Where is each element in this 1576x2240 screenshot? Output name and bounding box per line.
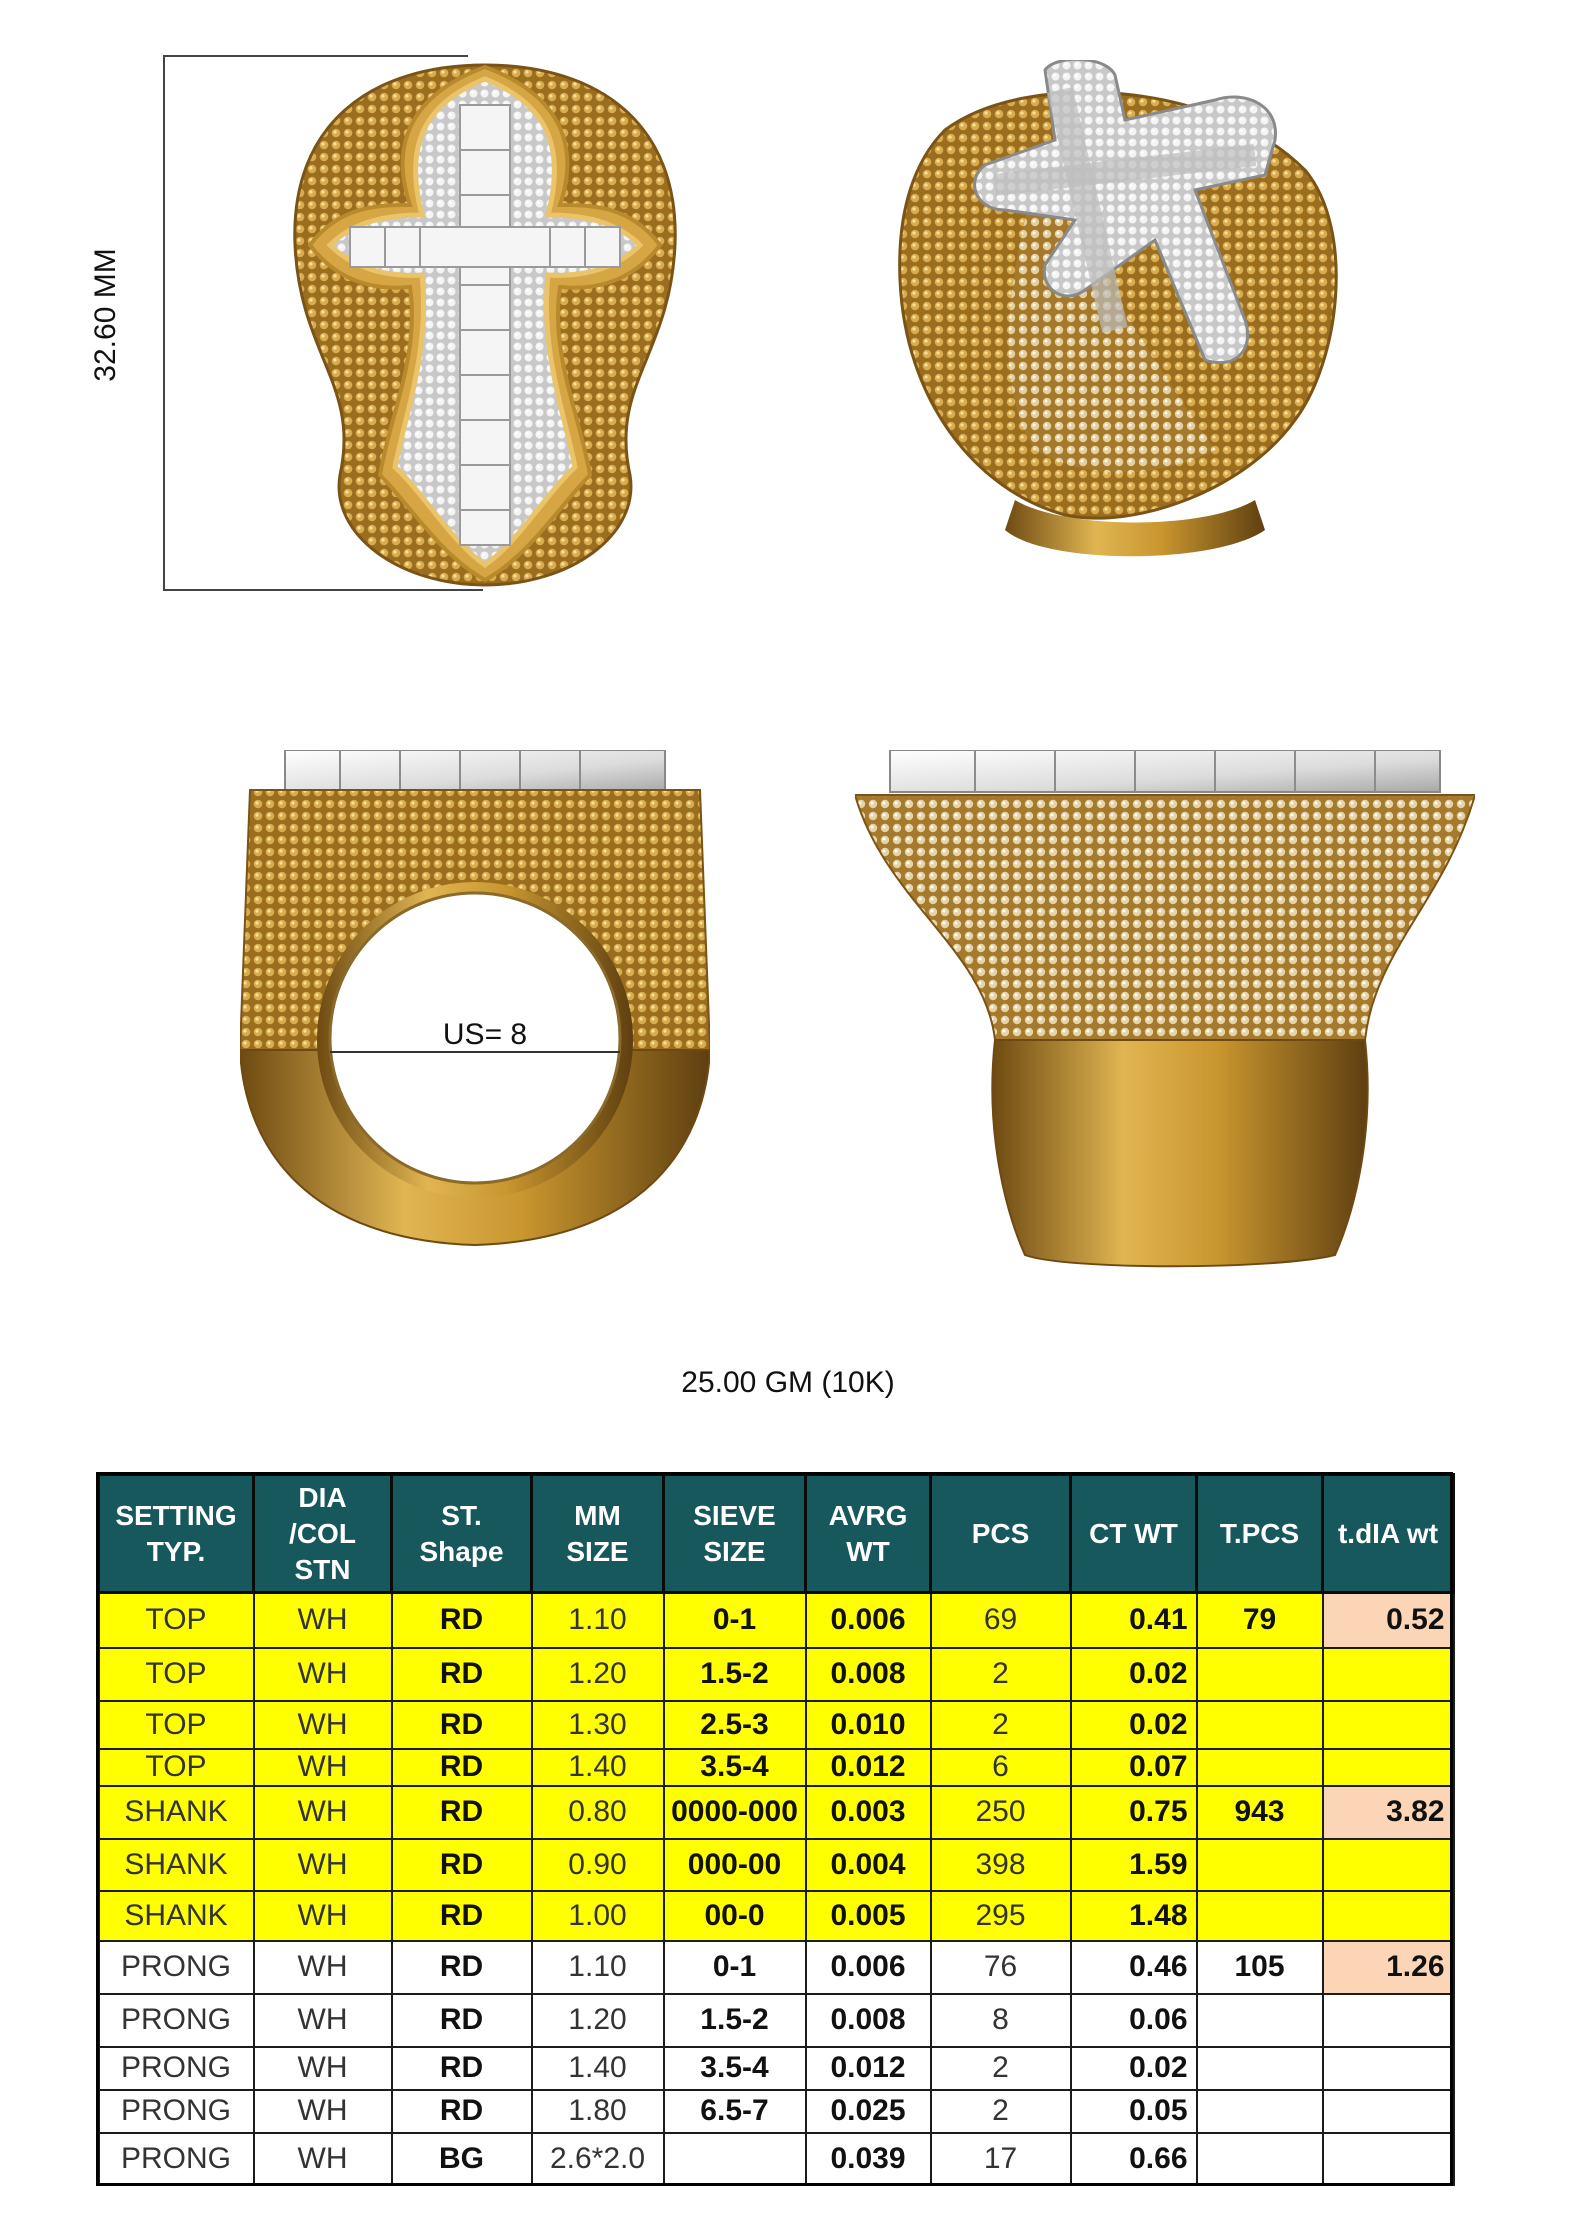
cell-carat-weight: 0.46 (1071, 1941, 1197, 1994)
header-pieces: PCS (931, 1475, 1071, 1593)
cell-sieve-size: 0-1 (664, 1941, 806, 1994)
cell-pieces: 295 (931, 1891, 1071, 1941)
cell-pieces: 6 (931, 1749, 1071, 1786)
cell-pieces: 69 (931, 1593, 1071, 1648)
cell-stone-shape: RD (392, 2090, 532, 2133)
cell-pieces: 76 (931, 1941, 1071, 1994)
header-carat-weight: CT WT (1071, 1475, 1197, 1593)
cell-mm-size: 0.80 (532, 1786, 664, 1839)
cell-pieces: 17 (931, 2133, 1071, 2185)
cell-total-pieces (1197, 1839, 1323, 1891)
table-row (99, 1941, 1454, 1994)
cell-total-diamond-weight (1323, 2133, 1454, 2185)
cell-stone-color: WH (254, 1701, 392, 1749)
cell-pieces: 2 (931, 1648, 1071, 1701)
cell-setting-type: TOP (99, 1749, 254, 1786)
cell-pieces: 2 (931, 2090, 1071, 2133)
cell-sieve-size: 3.5-4 (664, 2047, 806, 2090)
cell-setting-type: SHANK (99, 1891, 254, 1941)
cell-total-diamond-weight (1323, 1701, 1454, 1749)
cell-stone-shape: RD (392, 1839, 532, 1891)
table-row (99, 2090, 1454, 2133)
cell-carat-weight: 0.41 (1071, 1593, 1197, 1648)
table-row (99, 2047, 1454, 2090)
cell-sieve-size: 1.5-2 (664, 1994, 806, 2047)
cell-sieve-size: 2.5-3 (664, 1701, 806, 1749)
cell-mm-size: 1.40 (532, 2047, 664, 2090)
cell-stone-color: WH (254, 1648, 392, 1701)
cell-average-weight: 0.008 (806, 1994, 931, 2047)
table-header-row (99, 1475, 1454, 1593)
cell-sieve-size: 6.5-7 (664, 2090, 806, 2133)
cell-carat-weight: 0.02 (1071, 2047, 1197, 2090)
cell-average-weight: 0.006 (806, 1593, 931, 1648)
cell-mm-size: 1.10 (532, 1593, 664, 1648)
cell-stone-shape: RD (392, 1994, 532, 2047)
cell-average-weight: 0.004 (806, 1839, 931, 1891)
cell-average-weight: 0.005 (806, 1891, 931, 1941)
cell-stone-shape: RD (392, 1749, 532, 1786)
cell-pieces: 398 (931, 1839, 1071, 1891)
cell-setting-type: TOP (99, 1701, 254, 1749)
cell-stone-color: WH (254, 2090, 392, 2133)
table-row (99, 1648, 1454, 1701)
header-sieve-size: SIEVE SIZE (664, 1475, 806, 1593)
cell-total-pieces (1197, 2133, 1323, 2185)
cell-setting-type: TOP (99, 1593, 254, 1648)
cell-average-weight: 0.025 (806, 2090, 931, 2133)
cell-stone-shape: RD (392, 2047, 532, 2090)
height-dimension-label: 32.60 MM (89, 248, 122, 382)
header-stone-shape: ST. Shape (392, 1475, 532, 1593)
table-row (99, 1786, 1454, 1839)
cell-total-diamond-weight (1323, 2090, 1454, 2133)
cell-mm-size: 1.20 (532, 1994, 664, 2047)
cell-total-pieces (1197, 1891, 1323, 1941)
table-row (99, 1749, 1454, 1786)
cell-sieve-size: 0000-000 (664, 1786, 806, 1839)
cell-mm-size: 1.30 (532, 1701, 664, 1749)
cell-average-weight: 0.012 (806, 2047, 931, 2090)
cell-stone-color: WH (254, 1941, 392, 1994)
cell-stone-shape: RD (392, 1701, 532, 1749)
cell-stone-shape: RD (392, 1593, 532, 1648)
header-total-pieces: T.PCS (1197, 1475, 1323, 1593)
table-row (99, 1994, 1454, 2047)
cell-sieve-size: 000-00 (664, 1839, 806, 1891)
table-row (99, 1891, 1454, 1941)
cell-setting-type: PRONG (99, 2090, 254, 2133)
cell-stone-shape: RD (392, 1941, 532, 1994)
cell-mm-size: 1.00 (532, 1891, 664, 1941)
cell-mm-size: 1.20 (532, 1648, 664, 1701)
cell-stone-color: WH (254, 1786, 392, 1839)
cell-pieces: 2 (931, 2047, 1071, 2090)
cell-total-pieces: 105 (1197, 1941, 1323, 1994)
table-row (99, 1593, 1454, 1648)
table-row (99, 1701, 1454, 1749)
cell-carat-weight: 0.02 (1071, 1701, 1197, 1749)
cell-total-diamond-weight (1323, 2047, 1454, 2090)
cell-total-diamond-weight (1323, 1648, 1454, 1701)
ring-perspective-view-image (885, 60, 1355, 570)
cell-total-pieces (1197, 2090, 1323, 2133)
cell-sieve-size: 0-1 (664, 1593, 806, 1648)
cell-mm-size: 0.90 (532, 1839, 664, 1891)
cell-setting-type: PRONG (99, 1941, 254, 1994)
cell-total-pieces (1197, 1701, 1323, 1749)
table-row (99, 2133, 1454, 2185)
cell-carat-weight: 0.66 (1071, 2133, 1197, 2185)
cell-setting-type: SHANK (99, 1839, 254, 1891)
ring-top-view-image (270, 55, 700, 595)
cell-total-pieces: 79 (1197, 1593, 1323, 1648)
cell-total-diamond-weight (1323, 1891, 1454, 1941)
cell-stone-color: WH (254, 2133, 392, 2185)
cell-setting-type: TOP (99, 1648, 254, 1701)
header-dia-color-stone: DIA /COL STN (254, 1475, 392, 1593)
cell-total-diamond-weight (1323, 1749, 1454, 1786)
cell-carat-weight: 1.48 (1071, 1891, 1197, 1941)
cell-total-diamond-weight: 1.26 (1323, 1941, 1454, 1994)
cell-average-weight: 0.010 (806, 1701, 931, 1749)
cell-total-pieces: 943 (1197, 1786, 1323, 1839)
cell-average-weight: 0.006 (806, 1941, 931, 1994)
cell-total-diamond-weight: 3.82 (1323, 1786, 1454, 1839)
cell-total-pieces (1197, 2047, 1323, 2090)
cell-pieces: 2 (931, 1701, 1071, 1749)
cell-total-pieces (1197, 1648, 1323, 1701)
cell-stone-color: WH (254, 1994, 392, 2047)
height-dimension-vertical-line (163, 55, 165, 591)
cell-average-weight: 0.003 (806, 1786, 931, 1839)
cell-stone-color: WH (254, 1593, 392, 1648)
cell-mm-size: 1.10 (532, 1941, 664, 1994)
header-setting-type: SETTING TYP. (99, 1475, 254, 1593)
cell-total-pieces (1197, 1994, 1323, 2047)
cell-stone-color: WH (254, 1839, 392, 1891)
cell-average-weight: 0.012 (806, 1749, 931, 1786)
cell-stone-color: WH (254, 2047, 392, 2090)
cell-carat-weight: 1.59 (1071, 1839, 1197, 1891)
cell-carat-weight: 0.06 (1071, 1994, 1197, 2047)
cell-total-diamond-weight (1323, 1994, 1454, 2047)
cell-carat-weight: 0.02 (1071, 1648, 1197, 1701)
cell-carat-weight: 0.05 (1071, 2090, 1197, 2133)
cell-stone-shape: BG (392, 2133, 532, 2185)
ring-size-label: US= 8 (442, 1018, 528, 1051)
cell-sieve-size (664, 2133, 806, 2185)
ring-side-view-image (240, 750, 710, 1250)
cell-setting-type: PRONG (99, 1994, 254, 2047)
ring-profile-view-image (855, 750, 1475, 1270)
cell-mm-size: 1.80 (532, 2090, 664, 2133)
cell-average-weight: 0.008 (806, 1648, 931, 1701)
cell-sieve-size: 3.5-4 (664, 1749, 806, 1786)
cell-pieces: 250 (931, 1786, 1071, 1839)
cell-pieces: 8 (931, 1994, 1071, 2047)
cell-stone-shape: RD (392, 1648, 532, 1701)
cell-mm-size: 2.6*2.0 (532, 2133, 664, 2185)
stone-spec-table (97, 1473, 1455, 2186)
weight-caption: 25.00 GM (10K) (681, 1366, 895, 1399)
cell-stone-shape: RD (392, 1786, 532, 1839)
cell-setting-type: PRONG (99, 2047, 254, 2090)
cell-carat-weight: 0.07 (1071, 1749, 1197, 1786)
cell-stone-color: WH (254, 1891, 392, 1941)
cell-total-diamond-weight (1323, 1839, 1454, 1891)
header-total-diamond-weight: t.dIA wt (1323, 1475, 1454, 1593)
cell-setting-type: SHANK (99, 1786, 254, 1839)
cell-mm-size: 1.40 (532, 1749, 664, 1786)
cell-setting-type: PRONG (99, 2133, 254, 2185)
cell-total-diamond-weight: 0.52 (1323, 1593, 1454, 1648)
header-mm-size: MM SIZE (532, 1475, 664, 1593)
cell-stone-color: WH (254, 1749, 392, 1786)
cell-sieve-size: 1.5-2 (664, 1648, 806, 1701)
cell-stone-shape: RD (392, 1891, 532, 1941)
cell-sieve-size: 00-0 (664, 1891, 806, 1941)
table-row (99, 1839, 1454, 1891)
cell-total-pieces (1197, 1749, 1323, 1786)
header-average-weight: AVRG WT (806, 1475, 931, 1593)
cell-average-weight: 0.039 (806, 2133, 931, 2185)
cell-carat-weight: 0.75 (1071, 1786, 1197, 1839)
